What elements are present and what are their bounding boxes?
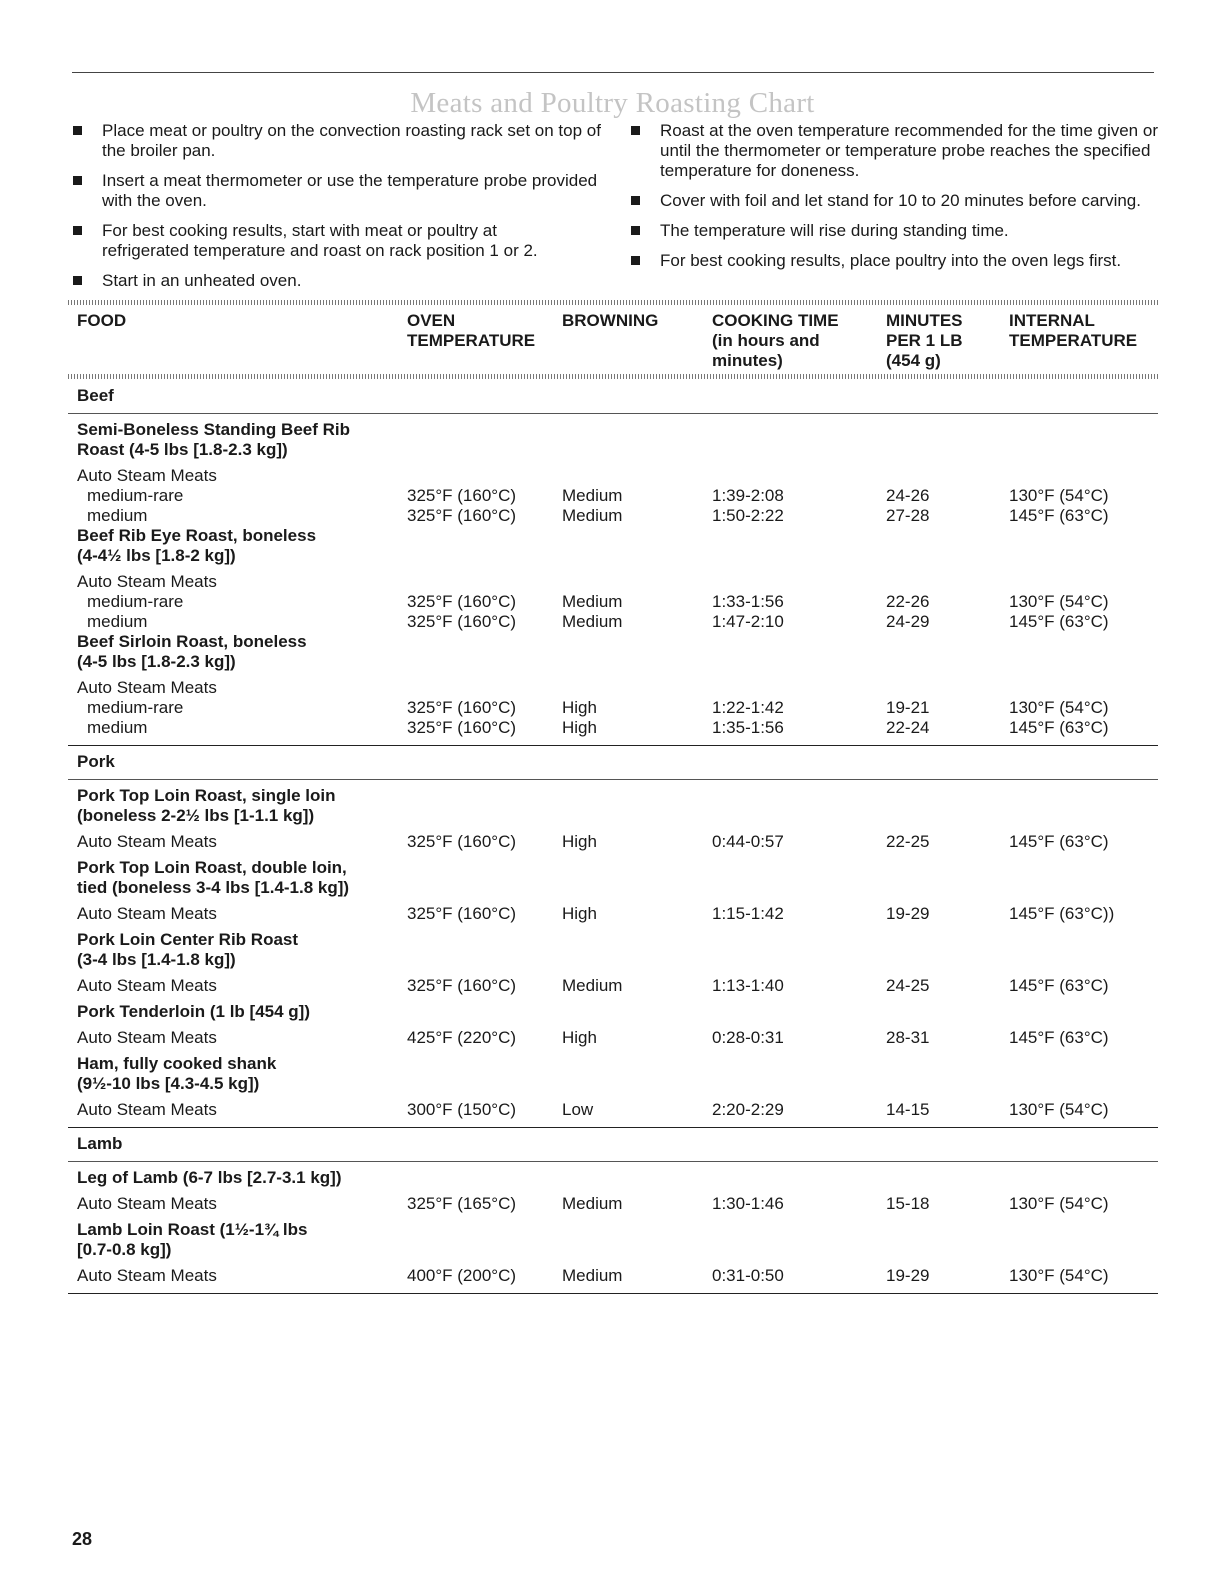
oven-temp-cell: 325°F (165°C) <box>407 1194 517 1213</box>
table-row <box>0 612 1225 632</box>
bullet-square-icon <box>73 276 82 285</box>
category-pork: Pork <box>77 752 115 771</box>
oven-temp-cell: 325°F (160°C) <box>407 612 517 631</box>
doneness-cell: medium <box>87 506 148 525</box>
table-row <box>0 718 1225 738</box>
food-name: Pork Top Loin Roast, double loin, tied (boneless 3-4 lbs [1.4-1.8 kg]) <box>77 858 350 897</box>
method-cell: Auto Steam Meats <box>77 1028 217 1047</box>
doneness-cell: medium-rare <box>87 698 184 717</box>
table-row <box>0 1100 1225 1120</box>
table-row <box>0 1028 1225 1048</box>
instructions-right <box>630 121 1160 281</box>
food-name: Pork Loin Center Rib Roast (3-4 lbs [1.4-1.8 kg]) <box>77 930 299 969</box>
bullet-square-icon <box>73 226 82 235</box>
minutes-cell: 27-28 <box>886 506 930 525</box>
internal-temp-cell: 130°F (54°C) <box>1009 592 1109 611</box>
page-title: Meats and Poultry Roasting Chart <box>410 87 815 119</box>
minutes-cell: 15-18 <box>886 1194 930 1213</box>
table-row <box>0 1266 1225 1286</box>
browning-cell: Medium <box>562 506 623 525</box>
table-row <box>0 832 1225 852</box>
bullet-item: Cover with foil and let stand for 10 to 20 minutes before carving. <box>630 191 1160 211</box>
method-cell: Auto Steam Meats <box>77 832 217 851</box>
method-cell: Auto Steam Meats <box>77 976 217 995</box>
oven-temp-cell: 425°F (220°C) <box>407 1028 517 1047</box>
bullet-item: For best cooking results, place poultry into the oven legs first. <box>630 251 1160 271</box>
internal-temp-cell: 145°F (63°C) <box>1009 832 1109 851</box>
minutes-cell: 22-26 <box>886 592 930 611</box>
browning-cell: Medium <box>562 486 623 505</box>
category-rule <box>68 779 1158 780</box>
browning-cell: High <box>562 698 597 717</box>
header-internal-temperature: INTERNAL TEMPERATURE <box>1009 311 1138 350</box>
table-row <box>0 1194 1225 1214</box>
browning-cell: High <box>562 904 597 923</box>
table-bottom-rule <box>68 1293 1158 1294</box>
minutes-cell: 24-26 <box>886 486 930 505</box>
method-label: Auto Steam Meats <box>77 678 217 697</box>
header-food: FOOD <box>77 311 127 330</box>
internal-temp-cell: 145°F (63°C) <box>1009 718 1109 737</box>
header-minutes-per-lb: MINUTES PER 1 LB (454 g) <box>886 311 963 370</box>
cooking-time-cell: 1:50-2:22 <box>712 506 784 525</box>
table-row <box>0 572 1225 592</box>
browning-cell: Medium <box>562 1266 623 1285</box>
top-rule <box>72 72 1154 73</box>
internal-temp-cell: 130°F (54°C) <box>1009 1266 1109 1285</box>
category-rule <box>68 1161 1158 1162</box>
bullet-square-icon <box>631 126 640 135</box>
doneness-cell: medium <box>87 612 148 631</box>
internal-temp-cell: 130°F (54°C) <box>1009 1194 1109 1213</box>
minutes-cell: 24-25 <box>886 976 930 995</box>
cooking-time-cell: 2:20-2:29 <box>712 1100 784 1119</box>
minutes-cell: 19-21 <box>886 698 930 717</box>
minutes-cell: 14-15 <box>886 1100 930 1119</box>
browning-cell: Medium <box>562 612 623 631</box>
minutes-cell: 22-24 <box>886 718 930 737</box>
minutes-cell: 19-29 <box>886 1266 930 1285</box>
food-name: Lamb Loin Roast (1½-1¾ lbs [0.7-0.8 kg]) <box>77 1220 308 1259</box>
internal-temp-cell: 145°F (63°C) <box>1009 612 1109 631</box>
internal-temp-cell: 145°F (63°C) <box>1009 506 1109 525</box>
oven-temp-cell: 325°F (160°C) <box>407 698 517 717</box>
section-rule <box>68 1127 1158 1128</box>
method-cell: Auto Steam Meats <box>77 1194 217 1213</box>
browning-cell: High <box>562 718 597 737</box>
category-rule <box>68 413 1158 414</box>
food-name: Beef Rib Eye Roast, boneless (4-4½ lbs [1.8-2 kg]) <box>77 526 317 565</box>
internal-temp-cell: 145°F (63°C) <box>1009 1028 1109 1047</box>
method-cell: Auto Steam Meats <box>77 1266 217 1285</box>
minutes-cell: 19-29 <box>886 904 930 923</box>
bullet-item: Place meat or poultry on the convection roasting rack set on top of the broiler pan. <box>72 121 602 161</box>
browning-cell: High <box>562 832 597 851</box>
method-cell: Auto Steam Meats <box>77 1100 217 1119</box>
cooking-time-cell: 1:30-1:46 <box>712 1194 784 1213</box>
method-label: Auto Steam Meats <box>77 572 217 591</box>
bullet-item: For best cooking results, start with meat or poultry at refrigerated temperature and roast on rack position 1 or 2. <box>72 221 602 261</box>
internal-temp-cell: 145°F (63°C) <box>1009 976 1109 995</box>
cooking-time-cell: 1:22-1:42 <box>712 698 784 717</box>
oven-temp-cell: 300°F (150°C) <box>407 1100 517 1119</box>
food-name: Pork Tenderloin (1 lb [454 g]) <box>77 1002 310 1021</box>
food-name: Semi-Boneless Standing Beef Rib Roast (4-5 lbs [1.8-2.3 kg]) <box>77 420 350 459</box>
oven-temp-cell: 400°F (200°C) <box>407 1266 517 1285</box>
oven-temp-cell: 325°F (160°C) <box>407 904 517 923</box>
oven-temp-cell: 325°F (160°C) <box>407 592 517 611</box>
bullet-item: The temperature will rise during standing time. <box>630 221 1160 241</box>
category-beef: Beef <box>77 386 114 405</box>
header-browning: BROWNING <box>562 311 659 330</box>
browning-cell: Medium <box>562 976 623 995</box>
table-row <box>0 486 1225 506</box>
cooking-time-cell: 1:35-1:56 <box>712 718 784 737</box>
food-name: Pork Top Loin Roast, single loin (boneless 2-2½ lbs [1-1.1 kg]) <box>77 786 336 825</box>
bullet-item: Insert a meat thermometer or use the temperature probe provided with the oven. <box>72 171 602 211</box>
method-cell: Auto Steam Meats <box>77 904 217 923</box>
cooking-time-cell: 1:47-2:10 <box>712 612 784 631</box>
cooking-time-cell: 0:44-0:57 <box>712 832 784 851</box>
browning-cell: Medium <box>562 592 623 611</box>
internal-temp-cell: 145°F (63°C)) <box>1009 904 1115 923</box>
table-row <box>0 698 1225 718</box>
table-row <box>0 678 1225 698</box>
bullet-square-icon <box>631 226 640 235</box>
header-top-rule <box>68 300 1158 305</box>
table-row <box>0 506 1225 526</box>
doneness-cell: medium <box>87 718 148 737</box>
bullet-item: Start in an unheated oven. <box>72 271 602 291</box>
food-name: Ham, fully cooked shank (9½-10 lbs [4.3-4.5 kg]) <box>77 1054 277 1093</box>
cooking-time-cell: 1:13-1:40 <box>712 976 784 995</box>
header-oven-temperature: OVEN TEMPERATURE <box>407 311 536 350</box>
browning-cell: Medium <box>562 1194 623 1213</box>
oven-temp-cell: 325°F (160°C) <box>407 486 517 505</box>
oven-temp-cell: 325°F (160°C) <box>407 832 517 851</box>
oven-temp-cell: 325°F (160°C) <box>407 506 517 525</box>
cooking-time-cell: 0:31-0:50 <box>712 1266 784 1285</box>
bullet-item: Roast at the oven temperature recommended for the time given or until the thermometer or temperature probe reaches the specified temperature for doneness. <box>630 121 1160 181</box>
method-label: Auto Steam Meats <box>77 466 217 485</box>
bullet-square-icon <box>73 176 82 185</box>
doneness-cell: medium-rare <box>87 592 184 611</box>
internal-temp-cell: 130°F (54°C) <box>1009 486 1109 505</box>
table-row <box>0 466 1225 486</box>
internal-temp-cell: 130°F (54°C) <box>1009 698 1109 717</box>
oven-temp-cell: 325°F (160°C) <box>407 976 517 995</box>
table-row <box>0 976 1225 996</box>
section-rule <box>68 745 1158 746</box>
internal-temp-cell: 130°F (54°C) <box>1009 1100 1109 1119</box>
minutes-cell: 24-29 <box>886 612 930 631</box>
browning-cell: High <box>562 1028 597 1047</box>
oven-temp-cell: 325°F (160°C) <box>407 718 517 737</box>
cooking-time-cell: 1:15-1:42 <box>712 904 784 923</box>
instructions-left <box>72 121 602 301</box>
browning-cell: Low <box>562 1100 594 1119</box>
header-bottom-rule <box>68 374 1158 379</box>
page-number: 28 <box>72 1529 93 1549</box>
food-name: Beef Sirloin Roast, boneless (4-5 lbs [1.8-2.3 kg]) <box>77 632 307 671</box>
cooking-time-cell: 1:39-2:08 <box>712 486 784 505</box>
cooking-time-cell: 1:33-1:56 <box>712 592 784 611</box>
doneness-cell: medium-rare <box>87 486 184 505</box>
table-row <box>0 904 1225 924</box>
bullet-square-icon <box>73 126 82 135</box>
bullet-square-icon <box>631 196 640 205</box>
food-name: Leg of Lamb (6-7 lbs [2.7-3.1 kg]) <box>77 1168 342 1187</box>
minutes-cell: 22-25 <box>886 832 930 851</box>
minutes-cell: 28-31 <box>886 1028 930 1047</box>
cooking-time-cell: 0:28-0:31 <box>712 1028 784 1047</box>
bullet-square-icon <box>631 256 640 265</box>
table-row <box>0 592 1225 612</box>
category-lamb: Lamb <box>77 1134 123 1153</box>
header-cooking-time: COOKING TIME (in hours and minutes) <box>712 311 839 370</box>
